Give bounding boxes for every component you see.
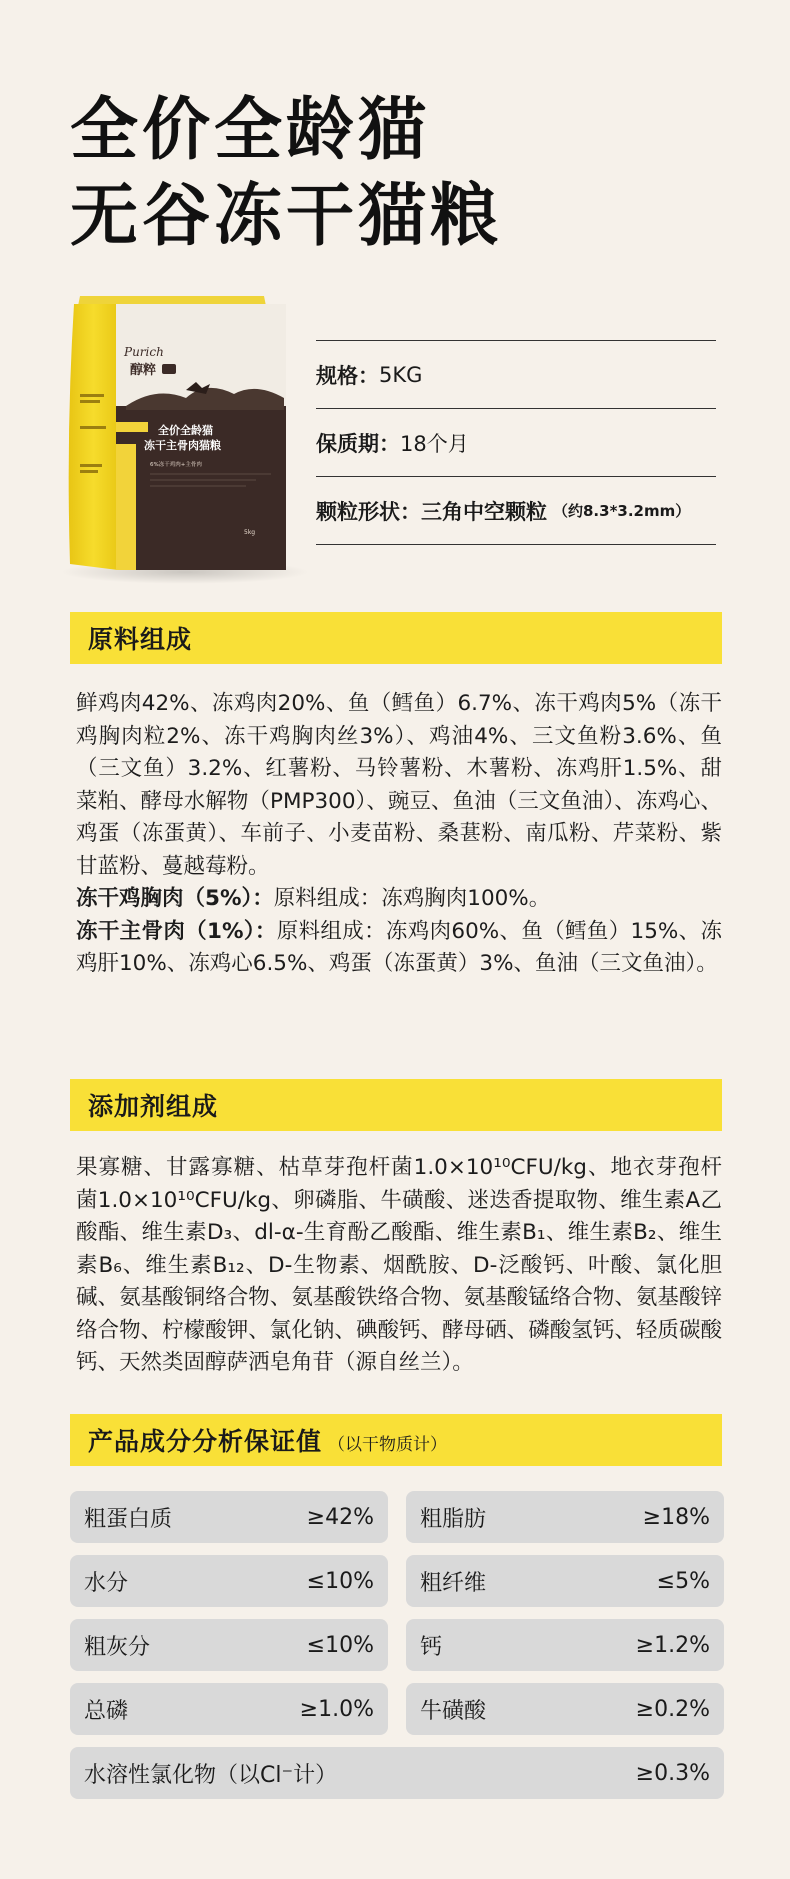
additives-header (70, 1079, 722, 1131)
analysis-name: 水溶性氯化物（以Cl⁻计） (84, 1762, 338, 1788)
analysis-name: 粗蛋白质 (84, 1506, 173, 1532)
analysis-cell (70, 1683, 388, 1735)
bag-tagline: 6%冻干鸡肉+主骨肉 (150, 462, 202, 468)
ingredients-sub1 (76, 883, 722, 916)
spec-shelf-label: 保质期： (316, 431, 400, 456)
ingredients-sub2-label: 冻干主骨肉（1%）： (76, 918, 277, 944)
bag-brand-cn: 醇粹 (130, 363, 157, 378)
spec-kibble-label: 颗粒形状： (316, 499, 421, 524)
additives-text: 果寡糖、甘露寡糖、枯草芽孢杆菌1.0×10¹⁰CFU/kg、地衣芽孢杆菌1.0×10¹⁰CFU/kg、卵磷脂、牛磺酸、迷迭香提取物、维生素A乙酸酯、维生素D₃、dl-α-生育酚乙酸酯、维生素B₁、维生素B₂、维生素B₆、维生素B₁₂、D-生物素、烟酰胺、D-泛酸钙、叶酸、氯化胆碱、氨基酸铜络合物、氨基酸铁络合物、氨基酸锰络合物、氨基酸锌络合物、柠檬酸钾、氯化钠、碘酸钙、酵母硒、磷酸氢钙、轻质碳酸钙、天然类固醇萨洒皂角苷（源自丝兰）。 (76, 1155, 722, 1375)
analysis-name: 总磷 (84, 1698, 129, 1724)
product-bag-image (66, 294, 296, 574)
analysis-value: ≤10% (306, 1568, 374, 1594)
ingredients-sub1-label: 冻干鸡胸肉（5%）： (76, 886, 274, 911)
spec-size-value: 5KG (379, 362, 423, 387)
analysis-cell (70, 1491, 388, 1543)
analysis-cell (406, 1619, 724, 1671)
ingredients-sub2-text: 原料组成：冻鸡肉60%、鱼（鳕鱼）15%、冻鸡肝10%、冻鸡心6.5%、鸡蛋（冻蛋黄）3%、鱼油（三文鱼油）。 (76, 918, 722, 976)
bag-brand-en: Purich (124, 345, 164, 359)
title-line-1: 全价全龄猫 (70, 91, 431, 170)
analysis-cell (406, 1491, 724, 1543)
analysis-cell (406, 1683, 724, 1735)
analysis-value: ≤5% (656, 1568, 710, 1594)
analysis-heading: 产品成分分析保证值 (88, 1427, 323, 1456)
analysis-value: ≥1.0% (299, 1696, 374, 1722)
analysis-value: ≥18% (642, 1504, 710, 1530)
title-line-2: 无谷冻干猫粮 (70, 177, 503, 256)
ingredients-text (76, 688, 722, 981)
analysis-cell (70, 1555, 388, 1607)
analysis-cell (406, 1555, 724, 1607)
analysis-value: ≤10% (306, 1632, 374, 1658)
analysis-name: 水分 (84, 1570, 129, 1596)
spec-row-kibble (316, 476, 716, 545)
bag-title-2: 冻干主骨肉猫粮 (144, 439, 221, 452)
analysis-header (70, 1414, 722, 1466)
ingredients-heading: 原料组成 (88, 625, 193, 654)
spec-list (316, 340, 716, 545)
page-title (70, 88, 502, 260)
ingredients-main: 鲜鸡肉42%、冻鸡肉20%、鱼（鳕鱼）6.7%、冻干鸡肉5%（冻干鸡胸肉粒2%、冻干鸡胸肉丝3%）、鸡油4%、三文鱼粉3.6%、鱼（三文鱼）3.2%、红薯粉、马铃薯粉、木薯粉、冻鸡肝1.5%、甜菜粕、酵母水解物（PMP300）、豌豆、鱼油（三文鱼油）、冻鸡心、鸡蛋（冻蛋黄）、车前子、小麦苗粉、桑葚粉、南瓜粉、芹菜粉、紫甘蓝粉、蔓越莓粉。 (76, 691, 722, 879)
analysis-name: 粗纤维 (420, 1570, 487, 1596)
spec-shelf-value: 18个月 (400, 431, 469, 456)
spec-row-shelf-life (316, 408, 716, 476)
analysis-value: ≥0.2% (635, 1696, 710, 1722)
analysis-name: 粗脂肪 (420, 1506, 487, 1532)
analysis-value: ≥42% (306, 1504, 374, 1530)
bag-title-1: 全价全龄猫 (158, 424, 213, 437)
ingredients-sub1-text: 原料组成：冻鸡胸肉100%。 (273, 886, 551, 911)
analysis-heading-note: （以干物质计） (328, 1434, 448, 1455)
analysis-name: 钙 (420, 1634, 443, 1660)
analysis-name: 牛磺酸 (420, 1698, 487, 1724)
analysis-name: 粗灰分 (84, 1634, 151, 1660)
analysis-cell (70, 1619, 388, 1671)
spec-size-label: 规格： (316, 363, 379, 388)
ingredients-header (70, 612, 722, 664)
spec-kibble-note: （约8.3*3.2mm） (553, 502, 691, 520)
spec-row-size (316, 340, 716, 408)
bag-weight: 5kg (244, 529, 256, 536)
analysis-value: ≥1.2% (635, 1632, 710, 1658)
analysis-value: ≥0.3% (635, 1760, 710, 1786)
ingredients-sub2 (76, 916, 722, 981)
additives-heading: 添加剂组成 (88, 1092, 219, 1121)
analysis-cell-wide (70, 1747, 724, 1799)
spec-kibble-value: 三角中空颗粒 (421, 499, 547, 524)
